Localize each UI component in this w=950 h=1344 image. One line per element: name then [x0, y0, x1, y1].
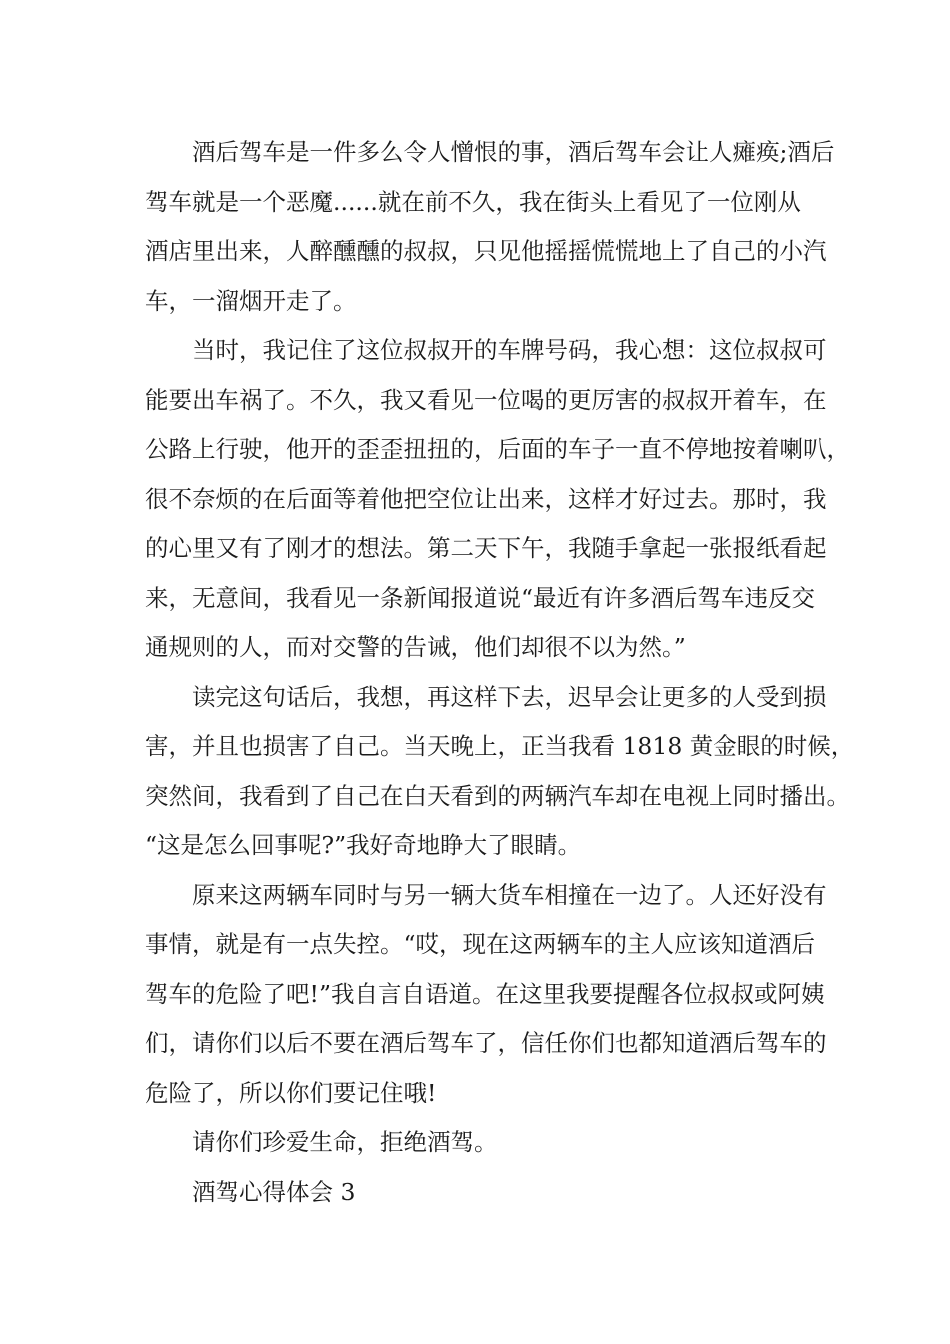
paragraph-line: 原来这两辆车同时与另一辆大货车相撞在一边了。人还好没有 [192, 880, 827, 909]
paragraph-line: 读完这句话后，我想，再这样下去，迟早会让更多的人受到损 [192, 682, 827, 711]
paragraph-line: 驾车的危险了吧!”我自言自语道。在这里我要提醒各位叔叔或阿姨 [145, 979, 825, 1008]
document-body [145, 128, 855, 1217]
paragraph-1 [145, 128, 835, 326]
paragraph-line: 公路上行驶，他开的歪歪扭扭的，后面的车子一直不停地按着喇叭， [145, 435, 850, 463]
paragraph-line: 来，无意间，我看见一条新闻报道说“最近有许多酒后驾车违反交 [145, 583, 816, 612]
section-heading [145, 1168, 825, 1218]
paragraph-line: 当时，我记住了这位叔叔开的车牌号码，我心想：这位叔叔可 [192, 336, 827, 364]
paragraph-line: 们，请你们以后不要在酒后驾车了，信任你们也都知道酒后驾车的 [145, 1029, 827, 1057]
paragraph-line: 驾车就是一个恶魔......就在前不久，我在街头上看见了一位刚从 [145, 187, 801, 216]
paragraph-4 [145, 871, 825, 1119]
paragraph-line: 能要出车祸了。不久，我又看见一位喝的更厉害的叔叔开着车，在 [145, 385, 827, 414]
paragraph-line: 很不奈烦的在后面等着他把空位让出来，这样才好过去。那时，我 [145, 484, 827, 513]
paragraph-line: 事情，就是有一点失控。“哎，现在这两辆车的主人应该知道酒后 [145, 930, 816, 958]
paragraph-line: 害，并且也损害了自己。当天晚上，正当我看 1818 黄金眼的时候， [145, 732, 855, 760]
paragraph-3 [145, 673, 855, 871]
section-title: 酒驾心得体会 3 [192, 1177, 356, 1206]
paragraph-line: 车，一溜烟开走了。 [145, 286, 357, 315]
paragraph-line: 突然间，我看到了自己在白天看到的两辆汽车却在电视上同时播出。 [145, 781, 850, 810]
paragraph-2 [145, 326, 850, 673]
paragraph-line: “这是怎么回事呢?”我好奇地睁大了眼睛。 [145, 831, 582, 859]
paragraph-line: 的心里又有了刚才的想法。第二天下午，我随手拿起一张报纸看起 [145, 534, 827, 562]
paragraph-line: 酒后驾车是一件多么令人憎恨的事，酒后驾车会让人瘫痪;酒后 [192, 138, 835, 166]
paragraph-line: 通规则的人，而对交警的告诫，他们却很不以为然。” [145, 633, 686, 661]
paragraph-5 [145, 1118, 825, 1168]
paragraph-line: 危险了，所以你们要记住哦! [145, 1078, 437, 1107]
paragraph-line: 请你们珍爱生命，拒绝酒驾。 [192, 1128, 498, 1156]
paragraph-line: 酒店里出来，人醉醺醺的叔叔，只见他摇摇慌慌地上了自己的小汽 [145, 237, 827, 265]
